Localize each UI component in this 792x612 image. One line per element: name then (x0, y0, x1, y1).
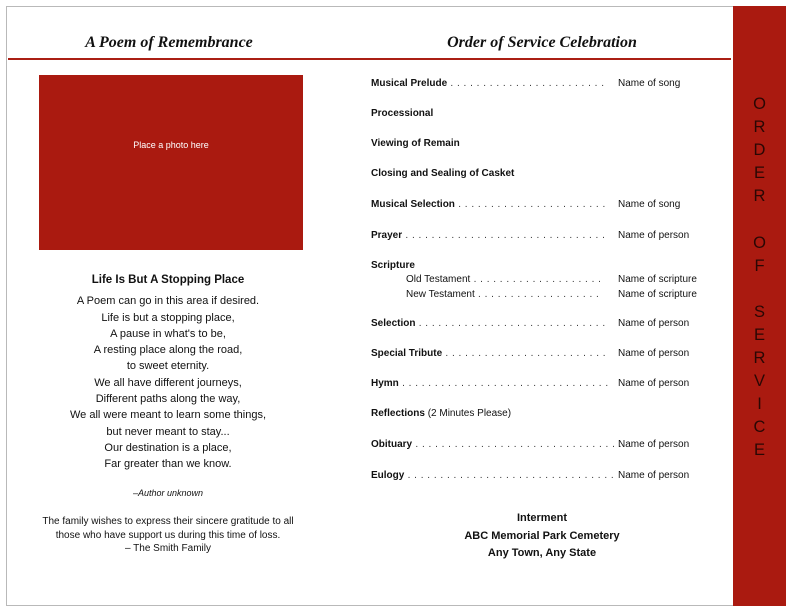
photo-placeholder[interactable] (39, 75, 303, 250)
service-item-special-tribute (371, 348, 711, 362)
service-item-hymn (371, 378, 711, 392)
service-item-musical-prelude (371, 78, 711, 92)
scripture-old-testament (406, 274, 711, 288)
service-item-label: Processional (371, 108, 434, 119)
scripture-label: Old Testament (406, 274, 471, 285)
header-divider (8, 58, 731, 60)
band-letter: R (753, 118, 766, 137)
service-item-value: Name of person (618, 318, 690, 329)
service-item-value: Name of song (618, 78, 681, 89)
order-section-title: Order of Service Celebration (447, 34, 637, 51)
leader-dots: . . . . . . . . . . . . . . . . . . . . . . . . . . . . . (415, 318, 606, 329)
scripture-value: Name of scripture (618, 274, 697, 285)
scripture-value: Name of scripture (618, 289, 697, 300)
service-item-label: Reflections (371, 408, 425, 419)
thanks-signature: – The Smith Family (125, 543, 211, 554)
band-letter: F (754, 256, 765, 275)
leader-dots: . . . . . . . . . . . . . . . . . . . . . . . . . (442, 348, 607, 359)
reflections-note: (2 Minutes Please) (427, 408, 512, 419)
poem-line: but never meant to stay... (106, 425, 230, 438)
band-vertical-text (733, 93, 786, 463)
service-item-musical-selection (371, 199, 711, 213)
service-item-label: Selection (371, 318, 416, 329)
band-letter: R (753, 187, 766, 206)
service-item-value: Name of person (618, 439, 690, 450)
service-item-label: Special Tribute (371, 348, 443, 359)
poem-line: A resting place along the road, (93, 344, 243, 357)
leader-dots: . . . . . . . . . . . . . . . . . . . (474, 289, 600, 300)
leader-dots: . . . . . . . . . . . . . . . . . . . . . . . . . . . . . . . . (398, 378, 609, 389)
service-item-closing-casket (371, 168, 711, 182)
service-item-selection (371, 318, 711, 332)
band-letter-gap (733, 208, 786, 231)
service-item-label: Musical Selection (371, 199, 455, 210)
service-item-label: Eulogy (371, 470, 405, 481)
service-item-value: Name of person (618, 348, 690, 359)
interment-heading: Interment (516, 512, 568, 524)
service-item-label: Viewing of Remain (371, 138, 460, 149)
poem-line: Different paths along the way, (95, 393, 241, 406)
band-letter: I (757, 395, 762, 414)
poem (28, 272, 308, 473)
leader-dots: . . . . . . . . . . . . . . . . . . . . . . . . . . . . . . . . (404, 470, 615, 481)
service-item-label: Hymn (371, 378, 399, 389)
service-item-value: Name of person (618, 378, 690, 389)
poem-line: We all have different journeys, (94, 376, 242, 389)
cemetery-location: Any Town, Any State (487, 547, 597, 559)
leader-dots: . . . . . . . . . . . . . . . . . . . . . . . . . . . . . . . . (412, 439, 622, 450)
poem-line: Far greater than we know. (104, 458, 232, 471)
thanks-line: those who have support us during this time of loss. (55, 529, 281, 541)
service-item-eulogy (371, 470, 711, 484)
poem-section-title: A Poem of Remembrance (85, 34, 253, 51)
band-letter: E (753, 441, 765, 460)
poem-line: We all were meant to learn some things, (69, 409, 267, 422)
scripture-label: New Testament (406, 289, 475, 300)
poem-line: A pause in what's to be, (110, 327, 226, 340)
poem-line: Life is but a stopping place, (101, 311, 235, 324)
band-letter: V (753, 372, 765, 391)
order-of-service-band (733, 6, 786, 606)
service-item-label: Closing and Sealing of Casket (371, 168, 515, 179)
service-item-obituary (371, 439, 711, 453)
service-item-prayer (371, 230, 711, 244)
poem-author: –Author unknown (132, 488, 204, 498)
service-item-value: Name of person (618, 230, 690, 241)
thanks-line: The family wishes to express their sincere gratitude to all (42, 516, 294, 527)
poem-line: Our destination is a place, (104, 441, 232, 454)
poem-line: A Poem can go in this area if desired. (76, 295, 260, 308)
interment-info (414, 510, 670, 563)
band-letter: S (753, 302, 765, 321)
leader-dots: . . . . . . . . . . . . . . . . . . . . . . . . . . . . . . . (402, 230, 606, 241)
leader-dots: . . . . . . . . . . . . . . . . . . . . . . . (454, 199, 606, 210)
band-letter: O (753, 95, 766, 113)
band-letter: E (753, 325, 765, 344)
leader-dots: . . . . . . . . . . . . . . . . . . . . (470, 274, 602, 285)
band-letter: D (753, 141, 766, 160)
photo-placeholder-label: Place a photo here (133, 140, 209, 150)
band-letter: R (753, 349, 766, 368)
service-item-value: Name of song (618, 199, 681, 210)
service-item-label: Scripture (371, 260, 415, 271)
poem-title: Life Is But A Stopping Place (91, 274, 245, 286)
service-item-label: Prayer (371, 230, 403, 241)
service-item-reflections (371, 408, 711, 422)
scripture-new-testament (406, 289, 711, 303)
family-thanks (28, 515, 308, 556)
band-letter-gap (733, 278, 786, 301)
service-item-label: Obituary (371, 439, 413, 450)
service-item-value: Name of person (618, 470, 690, 481)
cemetery-name: ABC Memorial Park Cemetery (464, 529, 620, 542)
band-letter: C (753, 418, 766, 437)
service-item-label: Musical Prelude (371, 78, 448, 89)
service-item-viewing (371, 138, 711, 152)
service-item-scripture (371, 260, 711, 274)
leader-dots: . . . . . . . . . . . . . . . . . . . . . . . . (447, 78, 605, 89)
service-item-processional (371, 108, 711, 122)
band-letter: O (753, 233, 766, 252)
poem-line: to sweet eternity. (126, 360, 210, 373)
band-letter: E (753, 164, 765, 183)
